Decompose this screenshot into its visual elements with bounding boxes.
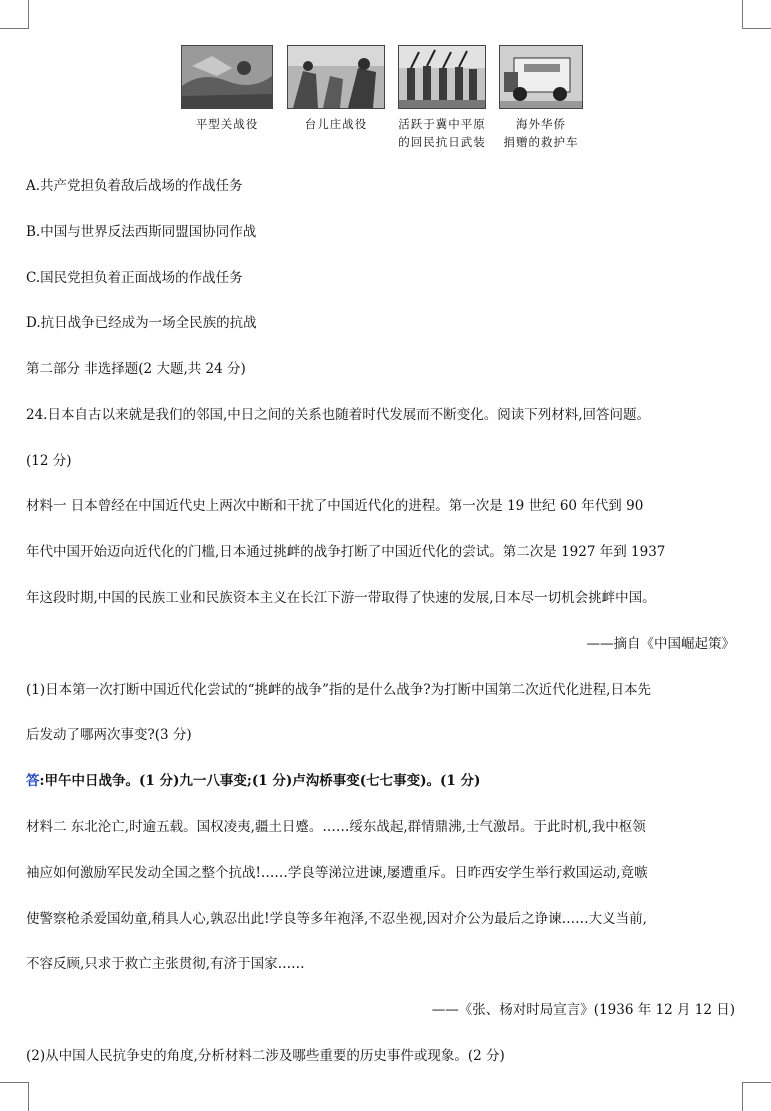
photo-caption: 台儿庄战役	[304, 117, 368, 131]
material-2-line-3: 使警察枪杀爱国幼童,稍具人心,孰忍出此!学良等多年袍泽,不忍坐视,因对介公为最后之诤谏……大义当前,	[26, 911, 647, 927]
corner-mark-bottom-right	[742, 1082, 771, 1111]
question-24-stem: 24.日本自古以来就是我们的邻国,中日之间的关系也随着时代发展而不断变化。阅读下列材料,回答问题。	[26, 407, 651, 423]
answer-text: :甲午中日战争。(1 分)九一八事变;(1 分)卢沟桥事变(七七事变)。(1 分)	[39, 773, 481, 789]
corner-mark-top-right	[742, 0, 771, 29]
material-1-line-2: 年代中国开始迈向近代化的门槛,日本通过挑衅的战争打断了中国近代化的尝试。第二次是 1927 年到 1937	[26, 544, 666, 560]
material-1-line-3: 年这段时期,中国的民族工业和民族资本主义在长江下游一带取得了快速的发展,日本尽一切机会挑衅中国。	[26, 590, 656, 606]
photo-image	[181, 45, 273, 109]
material-2-line-4: 不容反顾,只求于救亡主张贯彻,有济于国家……	[26, 956, 305, 972]
photo-hui-armed-force	[398, 45, 486, 151]
material-2-line-2: 袖应如何激励军民发动全国之整个抗战!……学良等涕泣进谏,屡遭重斥。日昨西安学生举行救国运动,竟嗾	[26, 865, 648, 881]
sub-question-2: (2)从中国人民抗争史的角度,分析材料二涉及哪些重要的历史事件或现象。(2 分)	[26, 1048, 505, 1064]
option-d[interactable]: D.抗日战争已经成为一场全民族的抗战	[26, 315, 257, 331]
option-a[interactable]: A.共产党担负着敌后战场的作战任务	[26, 178, 243, 194]
answer-1	[26, 771, 480, 791]
option-b[interactable]: B.中国与世界反法西斯同盟国协同作战	[26, 224, 257, 240]
material-2-line-1: 材料二 东北沦亡,时逾五载。国权凌夷,疆土日蹙。……绥东战起,群情鼎沸,士气激昂。于此时机,我中枢领	[26, 819, 646, 835]
photo-image	[499, 45, 583, 109]
photo-pingxingguan	[181, 45, 273, 133]
photo-ambulance	[499, 45, 583, 151]
material-1-source: ——摘自《中国崛起策》	[586, 636, 735, 652]
photo-caption-line-1: 活跃于冀中平原	[398, 117, 486, 131]
photo-caption-line-1: 海外华侨	[516, 117, 566, 131]
photo-taierzhuang	[287, 45, 385, 133]
corner-mark-bottom-left	[0, 1082, 29, 1111]
material-2-source: ——《张、杨对时局宣言》(1936 年 12 月 12 日)	[431, 1002, 735, 1018]
photo-strip	[176, 45, 596, 155]
option-c[interactable]: C.国民党担负着正面战场的作战任务	[26, 270, 243, 286]
sub-question-1-line-2: 后发动了哪两次事变?(3 分)	[26, 727, 192, 743]
answer-label: 答	[26, 773, 40, 789]
question-24-score: (12 分)	[26, 453, 72, 469]
material-1-line-1: 材料一 日本曾经在中国近代史上两次中断和干扰了中国近代化的进程。第一次是 19 世纪 60 年代到 90	[26, 498, 644, 514]
photo-image	[398, 45, 486, 109]
photo-caption: 平型关战役	[195, 117, 259, 131]
sub-question-1-line-1: (1)日本第一次打断中国近代化尝试的“挑衅的战争”指的是什么战争?为打断中国第二次近代化进程,日本先	[26, 682, 651, 698]
photo-caption-line-2: 的回民抗日武装	[398, 135, 486, 149]
corner-mark-top-left	[0, 0, 29, 29]
photo-caption-line-2: 捐赠的救护车	[503, 135, 579, 149]
section-heading: 第二部分 非选择题(2 大题,共 24 分)	[26, 361, 246, 377]
photo-image	[287, 45, 385, 109]
